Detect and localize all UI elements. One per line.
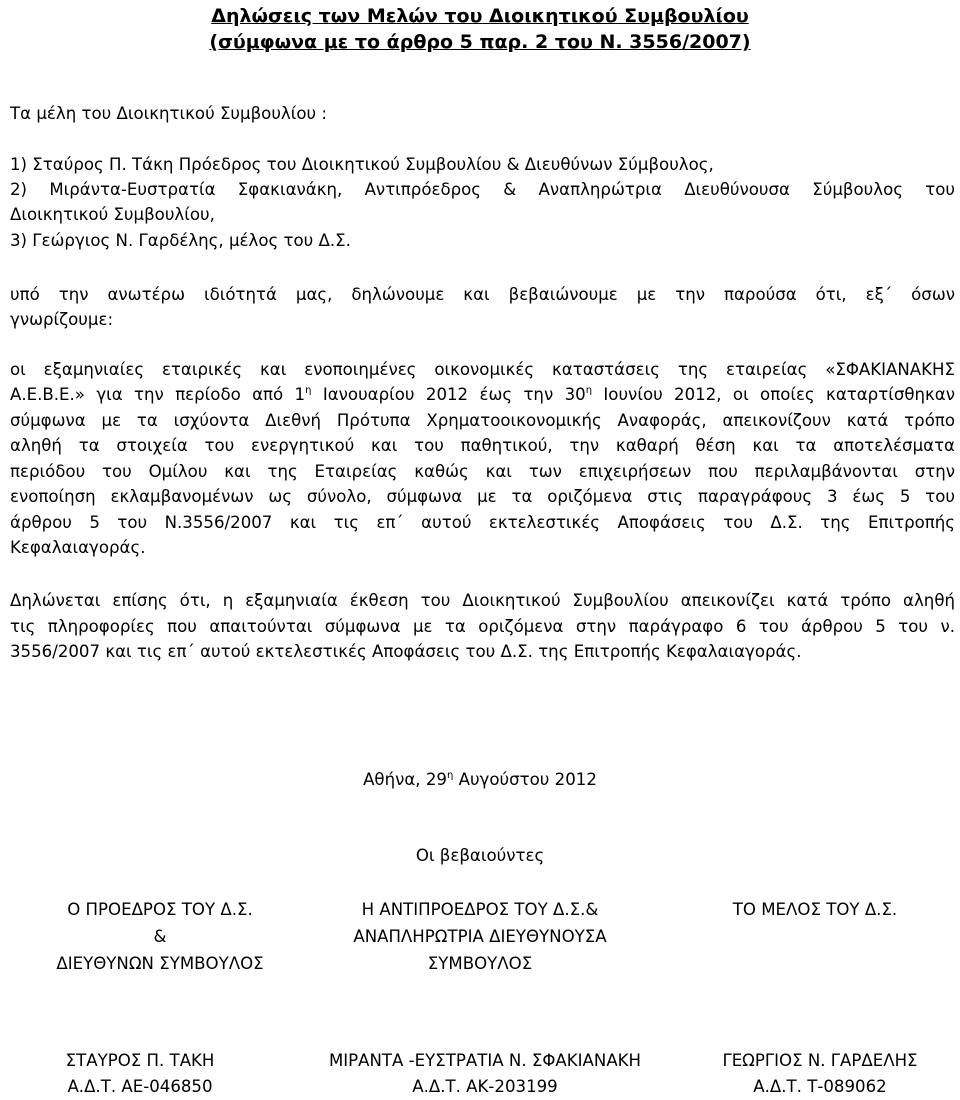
signatory-3-details	[690, 1048, 950, 1100]
member-3: 3) Γεώργιος Ν. Γαρδέλης, μέλος του Δ.Σ.	[10, 231, 351, 250]
document-title: Δηλώσεις των Μελών του Διοικητικού Συμβουλίου	[211, 5, 749, 27]
superscript: η	[585, 385, 593, 396]
signatory-3-role: ΤΟ ΜΕΛΟΣ ΤΟΥ Δ.Σ.	[732, 900, 898, 919]
member-2-line-2: Διοικητικού Συμβουλίου,	[10, 205, 215, 224]
document-subtitle: (σύμφωνα με το άρθρο 5 παρ. 2 του Ν. 3556/2007)	[209, 31, 751, 53]
signatory-id: Α.Δ.Τ. ΑΕ-046850	[67, 1077, 213, 1096]
member-2-line-1: 2) Μιράντα-Ευστρατία Σφακιανάκη, Αντιπρόεδρος & Αναπληρώτρια Διευθύνουσα Σύμβουλος του	[10, 180, 955, 199]
capacity-line-2: γνωρίζουμε:	[10, 310, 114, 329]
signatory-name: ΣΤΑΥΡΟΣ Π. ΤΑΚΗ	[65, 1051, 215, 1070]
signatory-2-role: Η ΑΝΤΙΠΡΟΕΔΡΟΣ ΤΟΥ Δ.Σ.& ΑΝΑΠΛΗΡΩΤΡΙΑ ΔΙΕΥΘΥΝΟΥΣΑ ΣΥΜΒΟΥΛΟΣ	[353, 900, 607, 973]
signatory-1-role: Ο ΠΡΟΕΔΡΟΣ ΤΟΥ Δ.Σ. & ΔΙΕΥΘΥΝΩΝ ΣΥΜΒΟΥΛΟΣ	[56, 900, 264, 973]
superscript: η	[446, 770, 454, 781]
report-line-2: τις πληροφορίες που απαιτούνται σύμφωνα με τα οριζόμενα στην παράγραφο 6 του άρθρου 5 του ν.	[10, 617, 955, 636]
signatory-id: Α.Δ.Τ. ΑΚ-203199	[412, 1077, 558, 1096]
signatory-id: Α.Δ.Τ. Τ-089062	[753, 1077, 887, 1096]
place-date: Αθήνα, $29^\eta$ Αυγούστου 2012	[363, 770, 597, 789]
certifiers-heading: Οι βεβαιούντες	[415, 846, 545, 865]
signatory-2-details	[290, 1048, 680, 1100]
statements-line-5: περιόδου του Ομίλου και της Εταιρείας καθώς και των επιχειρήσεων που περιλαμβάνονται στην	[10, 462, 955, 481]
intro-text: Τα μέλη του Διοικητικού Συμβουλίου :	[10, 104, 327, 123]
statements-line-3: σύμφωνα με τα ισχύοντα Διεθνή Πρότυπα Χρηματοοικονομικής Αναφοράς, απεικονίζουν κατά τρόπο	[10, 411, 955, 430]
report-line-1: Δηλώνεται επίσης ότι, η εξαμηνιαία έκθεση του Διοικητικού Συμβουλίου απεικονίζει κατά τρόπο αληθή	[10, 591, 955, 610]
statements-line-7: άρθρου 5 του Ν.3556/2007 και τις επ΄ αυτού εκτελεστικές Αποφάσεις του Δ.Σ. της Επιτροπής	[10, 513, 955, 532]
member-1: 1) Σταύρος Π. Τάκη Πρόεδρος του Διοικητικού Συμβουλίου & Διευθύνων Σύμβουλος,	[10, 155, 714, 174]
superscript: η	[305, 385, 312, 396]
statements-line-2: Α.Ε.Β.Ε.» για την περίοδο από $1^\eta$ Ιανουαρίου 2012 έως την $30^\eta$ Ιουνίου 2012, οι οποίες καταρτίσθηκαν	[10, 385, 955, 404]
signatory-name: ΜΙΡΑΝΤΑ -ΕΥΣΤΡΑΤΙΑ Ν. ΣΦΑΚΙΑΝΑΚΗ	[328, 1051, 642, 1070]
statements-line-8: Κεφαλαιαγοράς.	[10, 538, 146, 557]
capacity-line-1: υπό την ανωτέρω ιδιότητά μας, δηλώνουμε και βεβαιώνουμε με την παρούσα ότι, εξ΄ όσων	[10, 285, 955, 304]
statements-line-6: ενοποίηση εκλαμβανομένων ως σύνολο, σύμφωνα με τα οριζόμενα στις παραγράφους 3 έως 5 του	[10, 487, 955, 506]
statements-line-1: οι εξαμηνιαίες εταιρικές και ενοποιημένες οικονομικές καταστάσεις της εταιρείας «ΣΦΑΚΙΑΝΑΚΗΣ	[10, 360, 955, 379]
report-line-3: 3556/2007 και τις επ΄ αυτού εκτελεστικές Αποφάσεις του Δ.Σ. της Επιτροπής Κεφαλαιαγοράς.	[10, 642, 802, 661]
signatory-1-details	[0, 1048, 280, 1100]
signatory-name: ΓΕΩΡΓΙΟΣ Ν. ΓΑΡΔΕΛΗΣ	[722, 1051, 918, 1070]
statements-line-4: αληθή τα στοιχεία του ενεργητικού και του παθητικού, την καθαρή θέση και τα αποτελέσματα	[10, 436, 955, 455]
